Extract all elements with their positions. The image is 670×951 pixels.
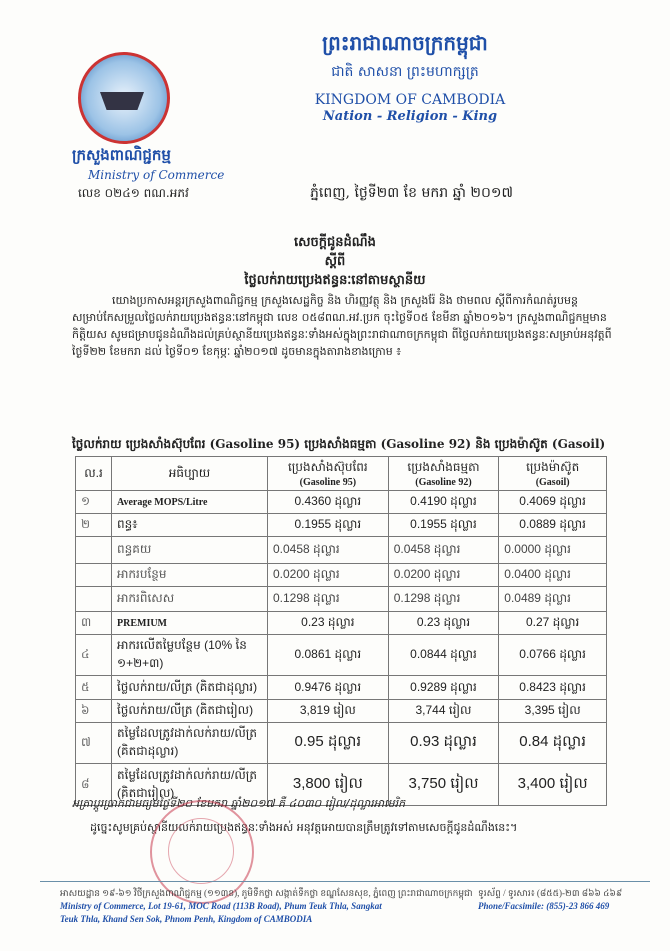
row-description: អាករបន្ថែម	[112, 564, 268, 587]
row-number	[76, 537, 112, 564]
price-cell: 0.0844 ដុល្លារ	[388, 635, 499, 676]
row-number: ៤	[76, 635, 112, 676]
header-sub: (Gasoline 95)	[299, 477, 357, 488]
price-cell: 0.0458 ដុល្លារ	[268, 537, 389, 564]
title-line-3: ថ្លៃលក់រាយប្រេងឥន្ធនៈនៅតាមស្ថានីយ	[244, 273, 426, 288]
price-cell: 0.0489 ដុល្លារ	[499, 587, 607, 612]
phone-en: Phone/Facsimile: (855)-23 866 469	[478, 901, 610, 911]
table-caption: ថ្លៃលក់រាយ ប្រេងសាំងស៊ុបពែរ (Gasoline 95) ប្រេងសាំងធម្មតា (Gasoline 92) និង ប្រេងម៉ាស៊ូត (Gasoil)	[72, 437, 606, 451]
row-number: ៧	[76, 723, 112, 764]
table-row	[76, 635, 607, 676]
kingdom-title-kh: ព្រះរាជាណាចក្រកម្ពុជា	[322, 31, 488, 55]
row-description: តម្លៃដែលត្រូវដាក់លក់រាយ/លីត្រ (គិតជារៀល)	[112, 764, 268, 806]
price-cell: 0.1955 ដុល្លារ	[268, 514, 389, 537]
row-description: ថ្លៃលក់រាយ/លីត្រ (គិតជារៀល)	[112, 700, 268, 723]
price-cell: 0.9289 ដុល្លារ	[388, 676, 499, 700]
document-date: ភ្នំពេញ, ថ្ងៃទី២៣ ខែ មករា ឆ្នាំ ២០១៧	[310, 185, 513, 201]
price-cell: 3,750 រៀល	[388, 764, 499, 806]
title-line-2: ស្តីពី	[324, 254, 346, 269]
price-cell: 0.4069 ដុល្លារ	[499, 491, 607, 514]
table-row	[76, 537, 607, 564]
closing-paragraph: ដូច្នេះសូមគ្រប់ស្ថានីយលក់រាយប្រេងឥន្ធនៈទាំងអស់ អនុវត្តអោយបានត្រឹមត្រូវទៅតាមសេចក្តីជូនដំណឹងនេះ។	[90, 821, 518, 834]
row-number	[76, 587, 112, 612]
price-cell: 0.95 ដុល្លារ	[268, 723, 389, 764]
header-label: ប្រេងសាំងធម្មតា	[407, 460, 480, 474]
row-description: ថ្លៃលក់រាយ/លីត្រ (គិតជាដុល្លារ)	[112, 676, 268, 700]
footer-phone	[478, 887, 622, 913]
row-description: អាករលើតម្លៃបន្ថែម (10% នៃ ១+២+៣)	[112, 635, 268, 676]
table-row	[76, 587, 607, 612]
price-cell: 3,395 រៀល	[499, 700, 607, 723]
header-gasoline-95	[268, 457, 389, 491]
price-cell: 0.0200 ដុល្លារ	[388, 564, 499, 587]
price-cell: 0.1298 ដុល្លារ	[268, 587, 389, 612]
row-description: អាករពិសេស	[112, 587, 268, 612]
price-cell: 0.1955 ដុល្លារ	[388, 514, 499, 537]
row-number: ៥	[76, 676, 112, 700]
address-en-2: Teuk Thla, Khand Sen Sok, Phnom Penh, Kingdom of CAMBODIA	[60, 914, 313, 924]
table-row	[76, 612, 607, 635]
price-cell: 0.27 ដុល្លារ	[499, 612, 607, 635]
motto-kh: ជាតិ សាសនា ព្រះមហាក្សត្រ	[331, 64, 479, 80]
fuel-price-table	[75, 456, 607, 806]
table-row	[76, 564, 607, 587]
header-gasoline-92	[388, 457, 499, 491]
row-description: តម្លៃដែលត្រូវដាក់លក់រាយ/លីត្រ (គិតជាដុល្លារ)	[112, 723, 268, 764]
price-cell: 3,400 រៀល	[499, 764, 607, 806]
header-no: ល.រ	[76, 457, 112, 491]
header-sub: (Gasoil)	[535, 477, 570, 488]
row-number: ៨	[76, 764, 112, 806]
exchange-rate-note: អត្រាប្តូរប្រាក់ជាមធ្យមថ្ងៃទី២០ ខែមករា ឆ្នាំ២០១៧ គឺ ៤០៣០ រៀល/ដុល្លារអាមេរិក	[72, 797, 406, 810]
ministry-name-en: Ministry of Commerce	[88, 168, 225, 182]
address-kh: អាសយដ្ឋាន ១៩-៦១ វិថីក្រសួងពាណិជ្ជកម្ម (១១៣ខ), ភូមិទឹកថ្លា សង្កាត់ទឹកថ្លា ខណ្ឌសែនសុខ, ភ្នំពេញ ព្រះរាជាណាចក្រកម្ពុជា	[60, 888, 473, 898]
price-cell: 0.9476 ដុល្លារ	[268, 676, 389, 700]
row-number: ៦	[76, 700, 112, 723]
price-cell: 3,800 រៀល	[268, 764, 389, 806]
price-cell: 0.0861 ដុល្លារ	[268, 635, 389, 676]
table-row	[76, 700, 607, 723]
table-row	[76, 723, 607, 764]
official-stamp-inner	[168, 818, 234, 884]
row-number	[76, 564, 112, 587]
price-cell: 0.0000 ដុល្លារ	[499, 537, 607, 564]
body-paragraph: យោងប្រកាសអន្តរក្រសួងពាណិជ្ជកម្ម ក្រសួងសេដ្ឋកិច្ច និង ហិរញ្ញវត្ថុ និង ក្រសួងរ៉ែ និង ថាមពល ស្តីពីការកំណត់រូបមន្តសម្រាប់កែសម្រួលថ្លៃលក់រាយប្រេងឥន្ធនៈនៅកម្ពុជា លេខ ០៥៨ពណ.អវ.ប្រក ចុះថ្ងៃទី០៥ ខែមីនា ឆ្នាំ២០១៦។ ក្រសួងពាណិជ្ជកម្មមានកិត្តិយស សូមជម្រាបជូនដំណឹងដល់គ្រប់ស្ថានីយប្រេងឥន្ធនៈទាំងអស់ក្នុងព្រះរាជាណាចក្រកម្ពុជា ពីថ្លៃលក់រាយប្រេងឥន្ធនៈសម្រាប់អនុវត្តពីថ្ងៃទី២២ ខែមករា ដល់ ថ្ងៃទី០១ ខែកុម្ភៈ ឆ្នាំ២០១៧ ដូចមានក្នុងតារាងខាងក្រោម ៖	[72, 294, 612, 358]
table-row	[76, 514, 607, 537]
price-cell: 0.23 ដុល្លារ	[268, 612, 389, 635]
row-description: Average MOPS/Litre	[112, 491, 268, 514]
kingdom-title-en: KINGDOM OF CAMBODIA	[314, 92, 506, 108]
footer-address	[60, 887, 473, 926]
price-cell: 0.0200 ដុល្លារ	[268, 564, 389, 587]
price-cell: 0.0889 ដុល្លារ	[499, 514, 607, 537]
row-description: ពន្ធ៖	[112, 514, 268, 537]
address-en-1: Ministry of Commerce, Lot 19-61, MOC Road (113B Road), Phum Teuk Thla, Sangkat	[60, 901, 382, 911]
price-cell: 0.0458 ដុល្លារ	[388, 537, 499, 564]
price-cell: 0.4360 ដុល្លារ	[268, 491, 389, 514]
header-gasoil	[499, 457, 607, 491]
reference-number: លេខ ០២៤១ ពណ.អភវ	[78, 186, 189, 200]
header-sub: (Gasoline 92)	[415, 477, 472, 488]
row-description: PREMIUM	[112, 612, 268, 635]
price-cell: 0.1298 ដុល្លារ	[388, 587, 499, 612]
table-row	[76, 491, 607, 514]
price-cell: 3,744 រៀល	[388, 700, 499, 723]
ship-icon	[100, 92, 144, 110]
price-cell: 0.0766 ដុល្លារ	[499, 635, 607, 676]
row-number: ១	[76, 491, 112, 514]
footer-divider	[40, 881, 650, 882]
price-cell: 0.0400 ដុល្លារ	[499, 564, 607, 587]
motto-en: Nation - Religion - King	[322, 109, 498, 124]
price-cell: 0.8423 ដុល្លារ	[499, 676, 607, 700]
row-number: ២	[76, 514, 112, 537]
price-cell: 0.4190 ដុល្លារ	[388, 491, 499, 514]
phone-kh: ទូរស័ព្ទ / ទូរសារ៖ (៨៥៥)-២៣ ៨៦៦ ៤៦៩	[478, 888, 623, 898]
header-description: អធិប្បាយ	[112, 457, 268, 491]
header-label: ប្រេងម៉ាស៊ូត	[526, 460, 580, 474]
price-cell: 3,819 រៀល	[268, 700, 389, 723]
table-row	[76, 676, 607, 700]
title-line-1: សេចក្តីជូនដំណឹង	[294, 235, 376, 250]
row-description: ពន្ធគយ	[112, 537, 268, 564]
price-cell: 0.23 ដុល្លារ	[388, 612, 499, 635]
header-label: ប្រេងសាំងស៊ុបពែរ	[287, 460, 368, 474]
ministry-name-kh: ក្រសួងពាណិជ្ជកម្ម	[72, 146, 171, 164]
row-number: ៣	[76, 612, 112, 635]
table-header-row	[76, 457, 607, 491]
price-cell: 0.84 ដុល្លារ	[499, 723, 607, 764]
price-cell: 0.93 ដុល្លារ	[388, 723, 499, 764]
